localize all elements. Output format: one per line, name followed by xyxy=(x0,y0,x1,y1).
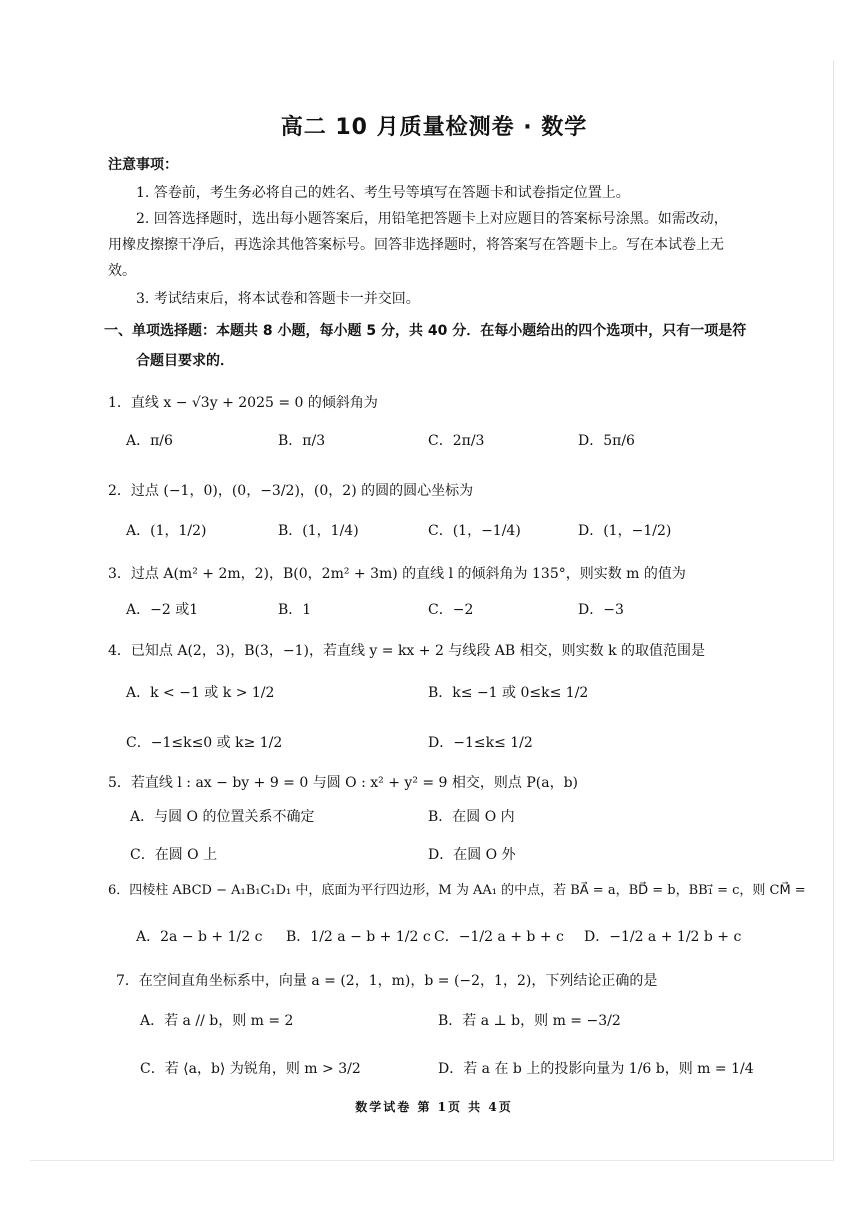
q2-option-a: A．(1，1/2) xyxy=(126,523,207,539)
question-7-stem: 7．在空间直角坐标系中，向量 a = (2，1，m)，b = (−2，1，2)，下列结论正确的是 xyxy=(116,973,658,989)
q3-option-a: A．−2 或1 xyxy=(126,602,199,618)
q5-option-a: A．与圆 O 的位置关系不确定 xyxy=(130,809,315,825)
note-2-line-2: 用橡皮擦擦干净后，再选涂其他答案标号。回答非选择题时，将答案写在答题卡上。写在本试卷上无 xyxy=(108,237,724,253)
question-6-stem: 6．四棱柱 ABCD − A₁B₁C₁D₁ 中，底面为平行四边形，M 为 AA₁ 的中点，若 BA⃗ = a，BD⃗ = b，BB₁⃗ = c，则 CM⃗ = xyxy=(108,883,806,898)
q1-option-c: C．2π/3 xyxy=(428,433,485,449)
q2-option-d: D．(1，−1/2) xyxy=(578,523,672,539)
q5-option-b: B．在圆 O 内 xyxy=(428,809,515,825)
q1-option-d: D．5π/6 xyxy=(578,433,635,449)
question-3-stem: 3．过点 A(m² + 2m，2)，B(0，2m² + 3m) 的直线 l 的倾斜角为 135°，则实数 m 的值为 xyxy=(108,566,686,582)
notes-header: 注意事项： xyxy=(108,157,178,173)
section-1-line-2: 合题目要求的． xyxy=(136,353,234,369)
note-1: 1. 答卷前，考生务必将自己的姓名、考生号等填写在答题卡和试卷指定位置上。 xyxy=(136,185,630,201)
note-2-line-3: 效。 xyxy=(108,263,136,279)
q4-option-b: B．k≤ −1 或 0≤k≤ 1/2 xyxy=(428,685,589,701)
page-title: 高二 10 月质量检测卷 · 数学 xyxy=(280,115,588,140)
q4-option-a: A．k < −1 或 k > 1/2 xyxy=(126,685,275,701)
note-3: 3. 考试结束后，将本试卷和答题卡一并交回。 xyxy=(136,291,420,307)
q7-option-c: C．若 ⟨a，b⟩ 为锐角，则 m > 3/2 xyxy=(140,1061,361,1077)
page-footer: 数学试卷 第 1页 共 4页 xyxy=(355,1100,513,1114)
q7-option-a: A．若 a // b，则 m = 2 xyxy=(140,1013,294,1029)
q1-option-b: B．π/3 xyxy=(278,433,326,449)
q4-option-c: C．−1≤k≤0 或 k≥ 1/2 xyxy=(126,735,283,751)
scan-edge-bottom xyxy=(30,1160,834,1161)
q6-option-c: C．−1/2 a + b + c xyxy=(434,929,564,945)
q2-option-c: C．(1，−1/4) xyxy=(428,523,521,539)
question-4-stem: 4．已知点 A(2，3)，B(3，−1)，若直线 y = kx + 2 与线段 AB 相交，则实数 k 的取值范围是 xyxy=(108,643,706,659)
q3-option-c: C．−2 xyxy=(428,602,474,618)
scan-edge-right xyxy=(833,60,834,1160)
q1-option-a: A．π/6 xyxy=(126,433,173,449)
q6-option-d: D．−1/2 a + 1/2 b + c xyxy=(584,929,742,945)
q2-option-b: B．(1，1/4) xyxy=(278,523,359,539)
question-1-stem: 1．直线 x − √3y + 2025 = 0 的倾斜角为 xyxy=(108,395,378,411)
q5-option-c: C．在圆 O 上 xyxy=(130,847,218,863)
note-2-line-1: 2. 回答选择题时，选出每小题答案后，用铅笔把答题卡上对应题目的答案标号涂黑。如需改动， xyxy=(136,211,728,227)
q3-option-b: B．1 xyxy=(278,602,312,618)
question-2-stem: 2．过点 (−1，0)，(0，−3/2)，(0，2) 的圆的圆心坐标为 xyxy=(108,483,474,499)
q6-option-a: A．2a − b + 1/2 c xyxy=(136,929,263,945)
q6-option-b: B．1/2 a − b + 1/2 c xyxy=(286,929,431,945)
q4-option-d: D．−1≤k≤ 1/2 xyxy=(428,735,533,751)
q7-option-d: D．若 a 在 b 上的投影向量为 1/6 b，则 m = 1/4 xyxy=(438,1061,754,1077)
section-1-line-1: 一、单项选择题：本题共 8 小题，每小题 5 分，共 40 分．在每小题给出的四个选项中，只有一项是符 xyxy=(104,323,747,339)
question-5-stem: 5．若直线 l : ax − by + 9 = 0 与圆 O : x² + y² = 9 相交，则点 P(a，b) xyxy=(108,775,579,791)
q5-option-d: D．在圆 O 外 xyxy=(428,847,516,863)
q3-option-d: D．−3 xyxy=(578,602,624,618)
q7-option-b: B．若 a ⊥ b，则 m = −3/2 xyxy=(438,1013,621,1029)
